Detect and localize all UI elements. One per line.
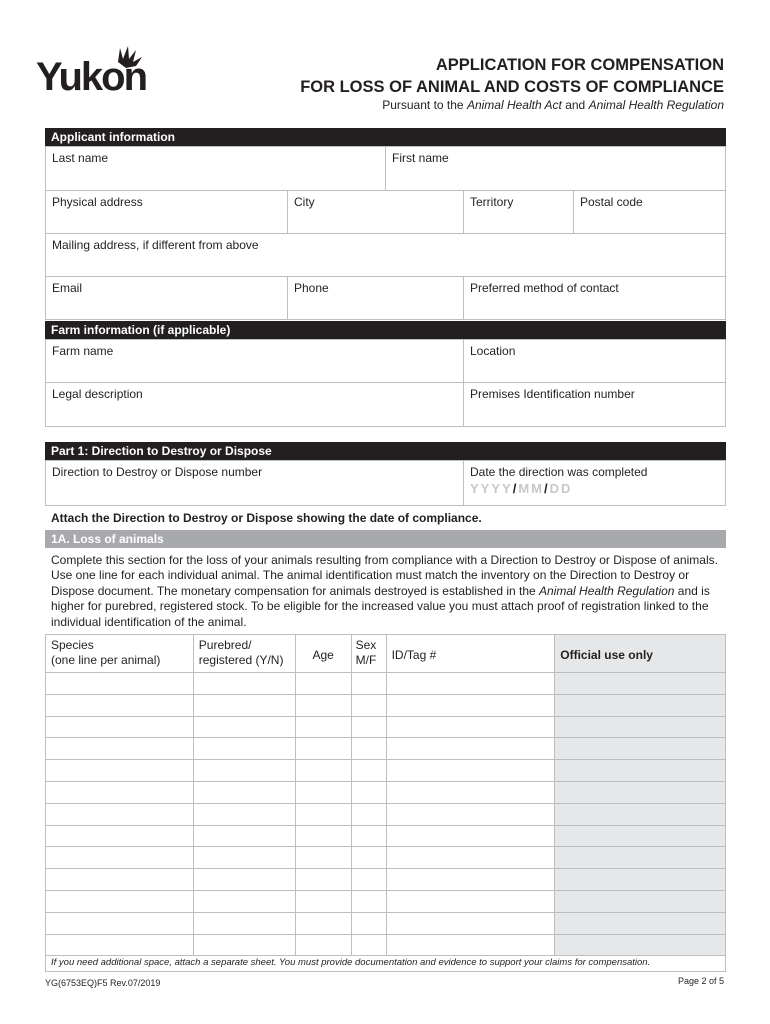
logo-text: Yukon xyxy=(36,55,147,96)
date-mm: MM xyxy=(518,481,544,496)
cell-official xyxy=(555,847,726,869)
cell-id-tag[interactable] xyxy=(386,912,555,934)
farm-name-field[interactable] xyxy=(46,340,464,383)
cell-id-tag[interactable] xyxy=(386,694,555,716)
col-species xyxy=(46,635,194,673)
col-purebred-line1: Purebred/ xyxy=(198,638,252,652)
table-row xyxy=(46,760,726,782)
col-id-tag: ID/Tag # xyxy=(386,635,555,673)
cell-species[interactable] xyxy=(46,716,194,738)
col-purebred-line2: registered (Y/N) xyxy=(198,653,284,667)
cell-official xyxy=(555,716,726,738)
date-completed-label: Date the direction was completed xyxy=(470,465,648,479)
direction-number-field[interactable] xyxy=(46,461,464,505)
subtitle-act: Animal Health Act xyxy=(466,98,562,112)
table-row xyxy=(46,869,726,891)
instructions-part-b: and is higher for purebred, registered stock. To be eligible for the increased value you must attach proof of registration linked to the individual identification of the animal. xyxy=(51,583,710,629)
physical-address-label: Physical address xyxy=(52,195,143,209)
territory-field[interactable] xyxy=(464,191,574,234)
table-row xyxy=(46,716,726,738)
cell-species[interactable] xyxy=(46,673,194,695)
date-dd: DD xyxy=(549,481,573,496)
cell-age[interactable] xyxy=(295,890,351,912)
cell-official xyxy=(555,760,726,782)
page-number: Page 2 of 5 xyxy=(677,976,724,986)
date-sep-2: / xyxy=(543,481,550,496)
loss-of-animals-table xyxy=(45,634,726,956)
instructions-italic: Animal Health Regulation xyxy=(539,583,675,598)
mailing-address-label: Mailing address, if different from above xyxy=(52,238,259,252)
postal-code-field[interactable] xyxy=(574,191,725,234)
cell-sex[interactable] xyxy=(351,673,386,695)
col-official-use: Official use only xyxy=(555,635,726,673)
cell-age[interactable] xyxy=(295,781,351,803)
cell-id-tag[interactable] xyxy=(386,825,555,847)
postal-code-label: Postal code xyxy=(580,195,643,209)
applicant-section-header: Applicant information xyxy=(45,128,726,146)
section-1a-header: 1A. Loss of animals xyxy=(45,530,726,548)
table-row xyxy=(46,912,726,934)
cell-purebred[interactable] xyxy=(193,890,295,912)
table-row xyxy=(46,803,726,825)
cell-species[interactable] xyxy=(46,694,194,716)
section-1a-instructions xyxy=(51,553,721,630)
cell-purebred[interactable] xyxy=(193,825,295,847)
premises-id-field[interactable] xyxy=(464,383,725,426)
cell-official xyxy=(555,825,726,847)
phone-field[interactable] xyxy=(288,277,464,319)
col-sex xyxy=(351,635,386,673)
first-name-field[interactable] xyxy=(386,147,725,191)
email-field[interactable] xyxy=(46,277,288,319)
direction-number-label: Direction to Destroy or Dispose number xyxy=(52,465,263,479)
location-field[interactable] xyxy=(464,340,725,383)
last-name-label: Last name xyxy=(52,151,109,165)
farm-name-label: Farm name xyxy=(52,344,114,358)
cell-species[interactable] xyxy=(46,890,194,912)
part1-grid xyxy=(45,460,726,506)
cell-sex[interactable] xyxy=(351,716,386,738)
phone-label: Phone xyxy=(294,281,329,295)
cell-species[interactable] xyxy=(46,847,194,869)
cell-id-tag[interactable] xyxy=(386,781,555,803)
cell-id-tag[interactable] xyxy=(386,847,555,869)
cell-sex[interactable] xyxy=(351,738,386,760)
cell-age[interactable] xyxy=(295,673,351,695)
cell-purebred[interactable] xyxy=(193,673,295,695)
cell-species[interactable] xyxy=(46,825,194,847)
legal-description-label: Legal description xyxy=(52,387,143,401)
cell-species[interactable] xyxy=(46,781,194,803)
cell-purebred[interactable] xyxy=(193,716,295,738)
page-title xyxy=(300,54,724,98)
cell-age[interactable] xyxy=(295,694,351,716)
cell-id-tag[interactable] xyxy=(386,869,555,891)
cell-official xyxy=(555,803,726,825)
cell-purebred[interactable] xyxy=(193,694,295,716)
additional-space-note: If you need additional space, attach a separate sheet. You must provide documentation and evidence to support your claims for compensation. xyxy=(51,957,651,968)
table-row xyxy=(46,890,726,912)
yukon-logo xyxy=(36,44,158,96)
cell-official xyxy=(555,912,726,934)
cell-official xyxy=(555,890,726,912)
cell-sex[interactable] xyxy=(351,869,386,891)
form-code: YG(6753EQ)F5 Rev.07/2019 xyxy=(45,978,161,988)
cell-sex[interactable] xyxy=(351,760,386,782)
cell-id-tag[interactable] xyxy=(386,803,555,825)
col-species-line1: Species xyxy=(51,638,94,652)
cell-id-tag[interactable] xyxy=(386,716,555,738)
cell-official xyxy=(555,694,726,716)
table-row xyxy=(46,738,726,760)
first-name-label: First name xyxy=(392,151,449,165)
cell-id-tag[interactable] xyxy=(386,673,555,695)
cell-sex[interactable] xyxy=(351,847,386,869)
cell-age[interactable] xyxy=(295,716,351,738)
cell-species[interactable] xyxy=(46,912,194,934)
table-row xyxy=(46,825,726,847)
cell-official xyxy=(555,738,726,760)
email-label: Email xyxy=(52,281,83,295)
cell-species[interactable] xyxy=(46,869,194,891)
date-sep-1: / xyxy=(512,481,519,496)
city-field[interactable] xyxy=(288,191,464,234)
cell-sex[interactable] xyxy=(351,825,386,847)
instructions-part-a: Complete this section for the loss of your animals resulting from compliance with a Direction to Destroy or Dispose of animals. Use one line for each individual animal. The animal identification must match the inventory on the Direction to Destroy or Dispose document. The monetary compensation for animals destroyed is established in the xyxy=(51,553,718,598)
preferred-contact-label: Preferred method of contact xyxy=(470,281,619,295)
date-placeholder xyxy=(470,481,719,496)
cell-purebred[interactable] xyxy=(193,847,295,869)
legal-description-field[interactable] xyxy=(46,383,464,426)
farm-section-header: Farm information (if applicable) xyxy=(45,321,726,339)
mailing-address-field[interactable] xyxy=(46,234,725,277)
date-yyyy: YYYY xyxy=(470,481,513,496)
page-subtitle xyxy=(382,98,724,112)
cell-species[interactable] xyxy=(46,760,194,782)
table-row xyxy=(46,673,726,695)
cell-age[interactable] xyxy=(295,847,351,869)
part1-section-header: Part 1: Direction to Destroy or Dispose xyxy=(45,442,726,460)
city-label: City xyxy=(294,195,315,209)
cell-species[interactable] xyxy=(46,803,194,825)
subtitle-regulation: Animal Health Regulation xyxy=(588,98,724,112)
title-line-1: APPLICATION FOR COMPENSATION xyxy=(435,56,724,74)
cell-age[interactable] xyxy=(295,869,351,891)
cell-sex[interactable] xyxy=(351,781,386,803)
cell-official xyxy=(555,869,726,891)
last-name-field[interactable] xyxy=(46,147,386,191)
col-age: Age xyxy=(295,635,351,673)
cell-id-tag[interactable] xyxy=(386,760,555,782)
cell-species[interactable] xyxy=(46,738,194,760)
subtitle-pre: Pursuant to the xyxy=(382,98,467,112)
preferred-contact-field[interactable] xyxy=(464,277,725,319)
table-row xyxy=(46,847,726,869)
table-row xyxy=(46,781,726,803)
cell-purebred[interactable] xyxy=(193,869,295,891)
cell-sex[interactable] xyxy=(351,694,386,716)
cell-age[interactable] xyxy=(295,738,351,760)
cell-age[interactable] xyxy=(295,912,351,934)
cell-purebred[interactable] xyxy=(193,912,295,934)
subtitle-mid: and xyxy=(561,98,589,112)
table-header-row xyxy=(46,635,726,673)
cell-purebred[interactable] xyxy=(193,803,295,825)
territory-label: Territory xyxy=(470,195,514,209)
attach-note: Attach the Direction to Destroy or Dispose showing the date of compliance. xyxy=(51,511,482,525)
cell-official xyxy=(555,781,726,803)
cell-official xyxy=(555,673,726,695)
date-completed-field[interactable] xyxy=(464,461,725,505)
col-purebred xyxy=(193,635,295,673)
title-line-2: FOR LOSS OF ANIMAL AND COSTS OF COMPLIANCE xyxy=(300,78,724,96)
cell-sex[interactable] xyxy=(351,912,386,934)
cell-id-tag[interactable] xyxy=(386,738,555,760)
col-sex-line2: M/F xyxy=(355,653,377,667)
table-row xyxy=(46,694,726,716)
cell-purebred[interactable] xyxy=(193,781,295,803)
cell-sex[interactable] xyxy=(351,890,386,912)
cell-sex[interactable] xyxy=(351,803,386,825)
col-sex-line1: Sex xyxy=(355,638,377,652)
farm-grid xyxy=(45,339,726,427)
col-species-line2: (one line per animal) xyxy=(51,653,161,667)
cell-age[interactable] xyxy=(295,825,351,847)
location-label: Location xyxy=(470,344,516,358)
cell-age[interactable] xyxy=(295,803,351,825)
premises-id-label: Premises Identification number xyxy=(470,387,635,401)
cell-purebred[interactable] xyxy=(193,760,295,782)
cell-purebred[interactable] xyxy=(193,738,295,760)
applicant-grid xyxy=(45,146,726,320)
cell-id-tag[interactable] xyxy=(386,890,555,912)
cell-age[interactable] xyxy=(295,760,351,782)
physical-address-field[interactable] xyxy=(46,191,288,234)
